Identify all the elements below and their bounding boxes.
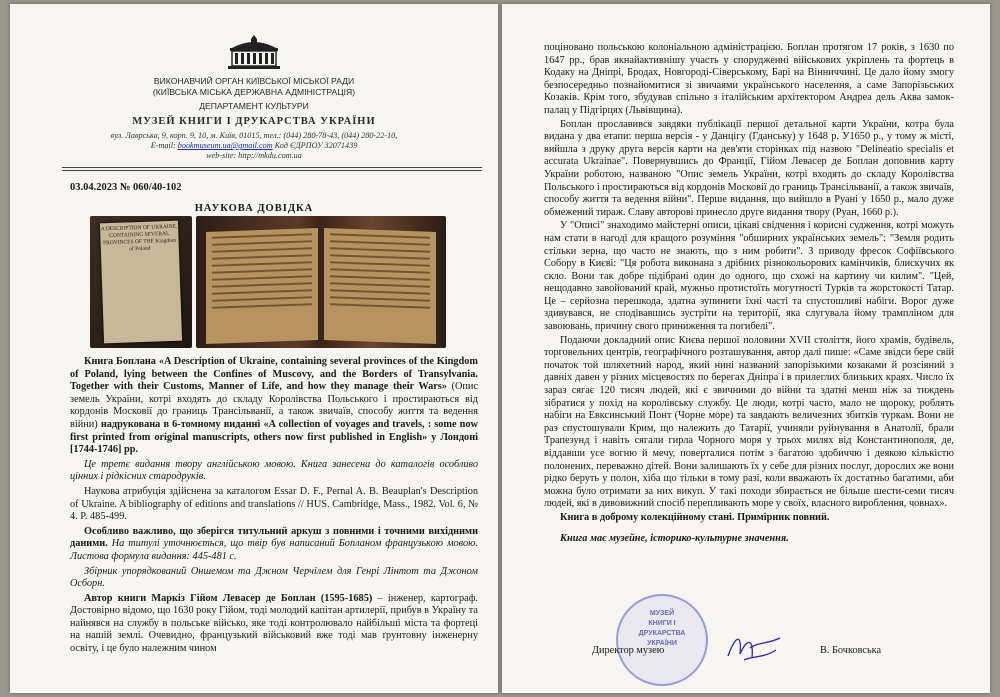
signature [724,630,784,666]
edition-bold: надрукована в 6-томному виданні «A collection of voyages and travels, : some now first printed from original manuscripts, others now first published in English» у Лондоні [1744-1746] рр. [70,418,478,456]
title-page-photo [90,216,192,348]
para-4 [70,526,478,564]
divider-1 [62,167,482,168]
stamp-line4: УКРАЇНИ [647,640,677,647]
edrpou: Код ЄДРПОУ 32071439 [272,141,358,150]
right-page [502,4,990,693]
contact-line [10,141,498,151]
email-label: E-mail: [150,141,178,150]
website[interactable]: web-site: http://mkdu.com.ua [206,151,302,160]
book-title-translation: (Опис земель України, котрі входять до складу Королівства Польського і простираються від кордонів Московії до границь Трансільванії, а також звичаїв, способу життя та ведення війни) [70,381,478,430]
right-body [544,42,954,546]
para-3: Наукова атрибуція здійснена за каталогом Essar D. F., Pernal A. B. Beauplan's Description of Ukraine. A bibliography of editions and translations // HUS. Cambridge, Mass., 1982. Vol. 6, № 4. P. 485-499. [70,485,478,523]
director-role: Директор музею [592,645,665,656]
important-note: Особливо важливо, що зберігся титульний аркуш з повними і точними вихідними даними. [70,525,478,550]
para-2: Це третє видання твору англійською мовою. Книга занесена до каталогів особливо цінних і рідкісних стародруків. [70,458,478,483]
left-body [70,356,478,658]
address: вул. Лаврська, 9, корп. 9, 10, м. Київ, 01015, тел.: (044) 280-78-43, (044) 280-22-10, [110,131,398,140]
left-page [10,4,498,693]
department: ДЕПАРТАМЕНТ КУЛЬТУРИ [199,101,309,111]
open-book-photo [196,216,446,348]
divider-2 [62,170,482,171]
museum-name: МУЗЕЙ КНИГИ І ДРУКАРСТВА УКРАЇНИ [132,116,376,127]
museum-building-logo [226,34,282,70]
museum-stamp [616,594,708,686]
email-link[interactable]: bookmuseum.ua@gmail.com [177,141,273,150]
reference-number: 03.04.2023 № 060/40-102 [70,182,182,193]
stamp-line3: ДРУКАРСТВА [638,630,686,637]
book-title-bold: Книга Боплана «A Description of Ukraine, containing several provinces of the Kingdom of Poland, lying between the Confines of Muscovy, and the Borders of Transylvania. Together with their Customs, Manner of Life, and how they manage their Wars» [70,356,478,393]
para-r1: поціновано польською колоніальною адміністрацією. Боплан протягом 17 років, з 1630 по 1647 рр., брав якнайактивнішу участь у спорудженні військових укріплень та фортець в Кодаку на Дніпрі, Бродах, Новгороді-Сіверському, Барі на Вінниччині. Це дало йому змогу безпосередньо познайомитися зі звичаями українського населення, а саме Запорізьських Козаків. Крім того, збудував спільно з італійським архітектором Андреа дель Аква замок-палац у Підгірцях (Львівщина). [544,42,954,116]
para-r3: У "Описі" знаходимо майстерні описи, цікаві свідчення і корисні судження, котрі можуть нам стати в нагоді для кращого розуміння "обширних українських земель": "Земля родить стільки зерна, що часто не знають, що з ним робити". З приводу фресок Софіївського Собору в Києві: "Ця робота виконана з дрібних різнокольорових камінчиків, блискучих як скло. Вони так добре підібрані один до одного, що схожі на картину чи килим". "Цей, нещодавно завойований край, мужньо протистоїть могутності Турків та жорстокості Татар. Це – серйозна перешкода, здатна зупинити їхні часті та спустошливі набіги. Ворог дуже здивувався, не сподівавшись зустріти на території, яка слугувала йому трампліном для завоювань, причину свого приниження та погибелі". [544,220,954,333]
para-r2: Боплан прославився завдяки публікації першої детальної карти України, котра була видана у два етапи: перша версія - у Данцігу (Гданську) у 1648 р. У1650 р., у тому ж місті, вийшла з друку друга версія карти на дев'яти сторінках під назвою "Delineatio specialis et accurata Ukrainae". Повернувшись до Франції, Гійом Левасер де Боплан доповнив карту України роботою, названою "Опис земель України, котрі входять до складу Королівства Польського і простираються від кордонів Московії до границь Трансільванії, а також звичаїв, способу життя та ведення війни". Перше видання, що вийшло в Руані у 1650 р., мало дуже обмежений тираж. Славу авторові принесло друге видання твору (Руан, 1660 р.). [544,118,954,218]
para-1 [70,356,478,457]
para-r6: Книга має музейне, історико-культурне значення. [560,532,789,544]
author-name: Автор книги Маркіз Гійом Левасер де Боплан (1595-1685) [84,592,373,604]
para-6 [70,593,478,656]
title-note: На титулі уточнюється, що твір був написаний Бопланом французькою мовою. Листова формула видання: 445-481 с. [70,538,478,562]
director-name: В. Бочковська [820,645,882,656]
stamp-line2: КНИГИ І [648,620,676,627]
stamp-line1: МУЗЕЙ [649,610,675,617]
para-r5: Книга в доброму колекційному стані. Примірник повний. [560,511,830,523]
para-5: Збірник упорядкований Оншемом та Джном Черчілем для Генрі Лінтот та Джоном Осборн. [70,565,478,590]
org-line2: (КИЇВСЬКА МІСЬКА ДЕРЖАВНА АДМІНІСТРАЦІЯ) [152,87,356,97]
author-bio: – інженер, картограф. Достовірно відомо, що 1630 року Гійом, тоді молодий капітан артилерії, прибув в Україну та найнявся на службу в польське військо, яке тоді контролювало найбільші міста та фортеці на нашій землі. Очевидно, французький військовий вже тоді мав ґрунтовну інженерну освіту, і це було належним чином [70,592,478,655]
photo-title-text: A DESCRIPTION OF UKRAINE, CONTAINING SEVERAL PROVINCES OF THE Kingdom of Poland [100,223,178,253]
document-title: НАУКОВА ДОВІДКА [194,203,314,214]
org-line1: ВИКОНАВЧИЙ ОРГАН КИЇВСЬКОЇ МІСЬКОЇ РАДИ [153,76,355,86]
para-r4: Подаючи докладний опис Києва першої половини XVII століття, його храмів, будівель, торговельних центрів, географічного розташування, автор далі пише: «Саме звідси бере свій початок той шляхетний народ, який нині названий запорізькими козаками й розсіяний з давніх давен у різних місцевостях по берегах Дніпра і в прилеглих близьких краях. Число їх зараз сягає 120 тисяч людей, які є звичними до війни та здатні менш ніж за тиждень зібратися у похід на королівську службу. Це люди, котрі часто, мало не щороку, роблять набіги на Евксинський Понт (Чорне море) та завдають величезних збитків туркам. Вони не раз спустошували Крим, що належить до Татарії, учиняли руйнування в Анатолії, брали Трапезунд і навіть сягали гирла Чорного моря у трьох милях від Константинополя, де, віддавши усе вогню й мечу, поверталися потім з багатою здобиччю і деякою кількістю полонених, переважно дітей. Вони залишають їх у себе для різних послуг, дорослих же вони рідко беруть у полон, хіба що тільки в тому разі, коли вважають їх достатньо багатими, аби можна було отримати за них викуп. У такі походи збирається не більше шести-семи тисяч людей, які в дивовижний спосіб перепливають море у своїх, власного вироблення, човнах». [544,334,954,510]
